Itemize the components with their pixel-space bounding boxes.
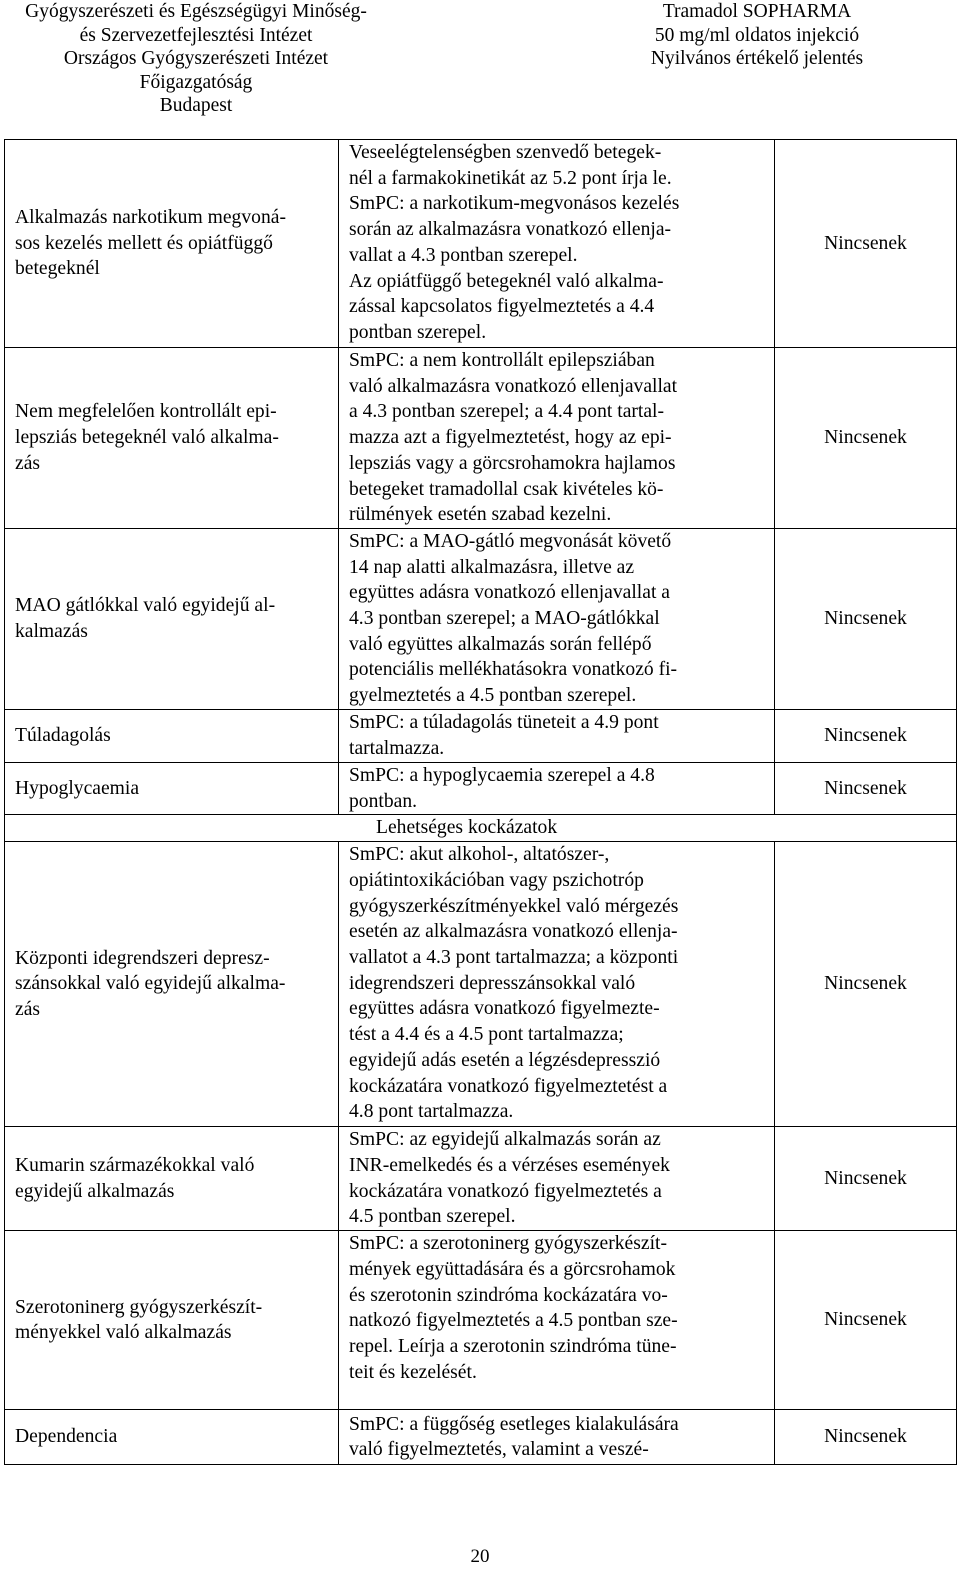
action-cell xyxy=(339,1231,775,1410)
action-cell xyxy=(339,709,775,762)
action-text: Veseelégtelenségben szenvedő betegek- nél a farmakokinetikát az 5.2 pont írja le. SmPC: a narkotikum-megvonásos kezelés során az alkalmazásra vonatkozó ellenja- vallat a 4.3 pontban szerepel. Az opiátfüggő betegeknél való alkalma- zással kapcsolatos figyelmeztetés a 4.4 pontban szerepel. xyxy=(349,142,680,343)
action-text: SmPC: a függőség esetleges kialakulására való figyelmeztetés, valamint a veszé- xyxy=(349,1413,679,1461)
action-cell xyxy=(339,140,775,348)
risk-cell xyxy=(5,762,339,814)
table-row xyxy=(5,528,957,709)
action-text: SmPC: a nem kontrollált epilepsziában való alkalmazásra vonatkozó ellenjavallat a 4.3 pontban szerepel; a 4.4 pont tartal- mazza azt a figyelmeztetést, hogy az epi- lepsziás vagy a görcsrohamokra hajlamos betegeket tramadollal csak kivételes kö- rülmények esetén szabad kezelni. xyxy=(349,350,678,526)
risk-text: Szerotoninerg gyógyszerkészít- ményekkel való alkalmazás xyxy=(15,1296,263,1344)
action-cell xyxy=(339,762,775,814)
additional-cell: Nincsenek xyxy=(775,1231,957,1410)
risk-cell xyxy=(5,528,339,709)
action-cell xyxy=(339,528,775,709)
risk-text: Túladagolás xyxy=(15,724,111,746)
action-text: SmPC: a MAO-gátló megvonását követő 14 nap alatti alkalmazásra, illetve az együttes adásra vonatkozó ellenjavallat a 4.3 pontban szerepel; a MAO-gátlókkal való együttes alkalmazás során fellépő potenciális mellékhatásokra vonatkozó fi- gyelmeztetés a 4.5 pontban szerepel. xyxy=(349,530,678,707)
risk-text: Központi idegrendszeri depresz- szánsokkal való egyidejű alkalma- zás xyxy=(15,947,286,1021)
header-right-line-3: Nyilvános értékelő jelentés xyxy=(650,48,864,69)
additional-cell: Nincsenek xyxy=(775,140,957,348)
additional-cell: Nincsenek xyxy=(775,348,957,529)
risk-cell xyxy=(5,709,339,762)
risk-text: Hypoglycaemia xyxy=(15,777,140,799)
header-left-line-4: Főigazgatóság xyxy=(139,71,253,93)
action-text: SmPC: az egyidejű alkalmazás során az INR-emelkedés és a vérzéses események kockázatára vonatkozó figyelmeztetés a 4.5 pontban szerepel. xyxy=(349,1129,670,1228)
header-left-line-5: Budapest xyxy=(159,95,233,116)
action-text: SmPC: a szerotoninerg gyógyszerkészít- mények együttadására és a görcsrohamok és szerotonin szindróma kockázatára vo- natkozó figyelmeztetés a 4.5 pontban sze- repel. Leírja a szerotonin szindróma tüne- teit és kezelését. xyxy=(349,1233,678,1383)
action-text: SmPC: a hypoglycaemia szerepel a 4.8 pontban. xyxy=(349,764,655,812)
action-cell xyxy=(339,1127,775,1231)
table-row xyxy=(5,762,957,814)
risk-management-table xyxy=(4,139,957,1465)
table-row xyxy=(5,140,957,348)
action-cell xyxy=(339,1410,775,1465)
table-row xyxy=(5,348,957,529)
risk-text: Nem megfelelően kontrollált epi- lepsziás betegeknél való alkalma- zás xyxy=(15,401,279,474)
additional-cell: Nincsenek xyxy=(775,528,957,709)
header-right-line-2: 50 mg/ml oldatos injekció xyxy=(654,24,860,46)
risk-text: Dependencia xyxy=(15,1426,118,1448)
section-title: Lehetséges kockázatok xyxy=(5,815,957,842)
risk-cell xyxy=(5,1231,339,1410)
header-left-line-3: Országos Gyógyszerészeti Intézet xyxy=(63,48,329,69)
risk-text: MAO gátlókkal való egyidejű al- kalmazás xyxy=(15,595,276,642)
table-row xyxy=(5,1231,957,1410)
header-left xyxy=(10,0,382,118)
risk-cell xyxy=(5,1410,339,1465)
table-row xyxy=(5,709,957,762)
action-text: SmPC: a túladagolás tüneteit a 4.9 pont tartalmazza. xyxy=(349,711,659,759)
action-cell xyxy=(339,348,775,529)
additional-cell: Nincsenek xyxy=(775,709,957,762)
header-right-line-1: Tramadol SOPHARMA xyxy=(662,1,852,22)
risk-text: Kumarin származékokkal való egyidejű alkalmazás xyxy=(15,1155,255,1202)
table-row xyxy=(5,842,957,1127)
page-number: 20 xyxy=(470,1546,490,1567)
header-right xyxy=(580,0,934,71)
risk-text: Alkalmazás narkotikum megvoná- sos kezelés mellett és opiátfüggő betegeknél xyxy=(15,206,286,280)
additional-cell: Nincsenek xyxy=(775,762,957,814)
section-row xyxy=(5,815,957,842)
header-left-line-1: Gyógyszerészeti és Egészségügyi Minőség- xyxy=(25,1,367,22)
table-row xyxy=(5,1410,957,1465)
risk-cell xyxy=(5,348,339,529)
additional-cell: Nincsenek xyxy=(775,842,957,1127)
additional-cell: Nincsenek xyxy=(775,1410,957,1465)
action-cell xyxy=(339,842,775,1127)
risk-cell xyxy=(5,140,339,348)
risk-cell xyxy=(5,1127,339,1231)
risk-cell xyxy=(5,842,339,1127)
header-left-line-2: és Szervezetfejlesztési Intézet xyxy=(79,24,313,46)
additional-cell: Nincsenek xyxy=(775,1127,957,1231)
action-text: SmPC: akut alkohol-, altatószer-, opiátintoxikációban vagy pszichotróp gyógyszerkészítményekkel való mérgezés esetén az alkalmazásra vonatkozó ellenja- vallatot a 4.3 pont tartalmazza; a központi idegrendszeri depresszánsokkal való együttes adásra vonatkozó figyelmezte- tést a 4.4 és a 4.5 pont tartalmazza; egyidejű adás esetén a légzésdepresszió kockázatára vonatkozó figyelmeztetést a 4.8 pont tartalmazza. xyxy=(349,844,679,1123)
table-row xyxy=(5,1127,957,1231)
